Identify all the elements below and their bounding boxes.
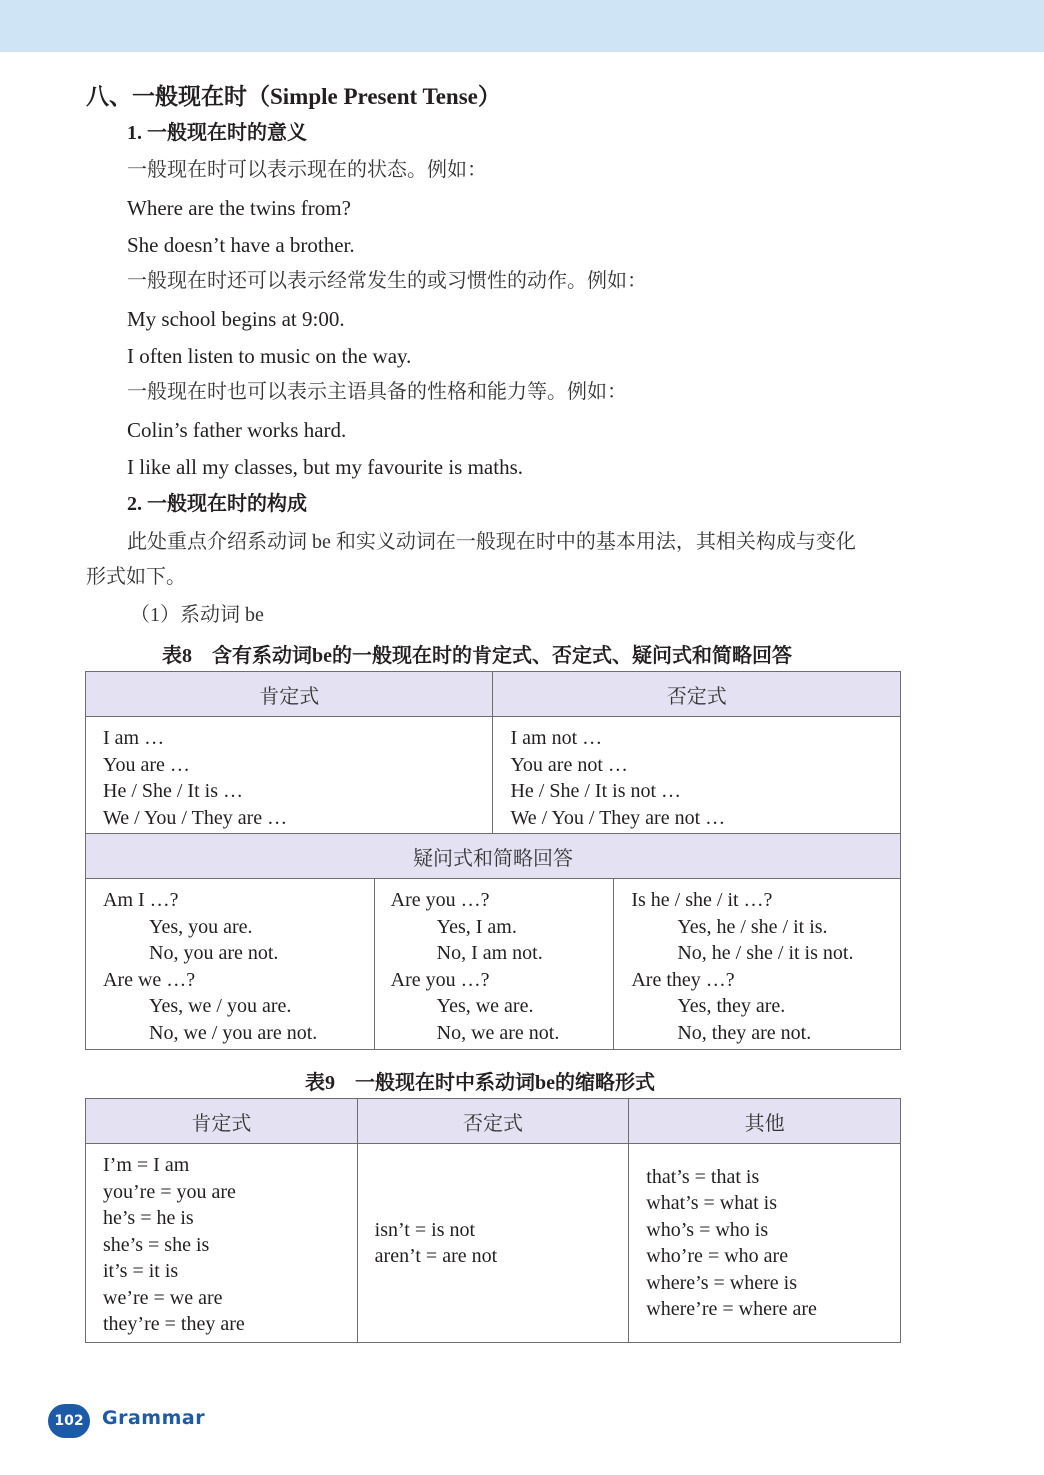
contraction-line: they’re = they are	[103, 1313, 245, 1335]
answer-line: No, he / she / it is not.	[677, 942, 854, 964]
contraction-line: it’s = it is	[103, 1260, 179, 1282]
table8-affirmative-cell	[86, 717, 493, 834]
answer-line: Yes, we / you are.	[149, 995, 292, 1017]
answer-line: No, you are not.	[149, 942, 279, 964]
table9-affirmative-cell	[86, 1144, 358, 1343]
example-sentence: I like all my classes, but my favourite is maths.	[127, 455, 524, 479]
top-header-band	[0, 0, 1044, 52]
question-line: Are you …?	[390, 968, 490, 991]
contraction-line: she’s = she is	[103, 1233, 210, 1256]
example-sentence: Colin’s father works hard.	[127, 418, 347, 442]
question-line: Is he / she / it …?	[631, 889, 773, 911]
table8-row: I am …	[103, 727, 165, 749]
table9-header-negative: 否定式	[357, 1099, 629, 1144]
paragraph-intro: 此处重点介绍系动词 be 和实义动词在一般现在时中的基本用法，其相关构成与变化	[127, 531, 856, 553]
table8-negative-cell	[493, 717, 901, 834]
paragraph-habit: 一般现在时还可以表示经常发生的或习惯性的动作。例如：	[127, 270, 647, 292]
answer-line: Yes, I am.	[436, 915, 517, 938]
table8-question-col3	[614, 879, 901, 1050]
question-line: Are you …?	[390, 889, 490, 911]
contraction-line: what’s = what is	[646, 1192, 778, 1214]
table8-header-affirmative: 肯定式	[86, 672, 493, 717]
answer-line: Yes, we are.	[436, 995, 534, 1017]
paragraph-ability: 一般现在时也可以表示主语具备的性格和能力等。例如：	[127, 381, 627, 403]
answer-line: No, we / you are not.	[149, 1021, 318, 1044]
paragraph-state: 一般现在时可以表示现在的状态。例如：	[127, 159, 487, 181]
paragraph-intro-continued: 形式如下。	[86, 566, 186, 588]
contraction-line: who’s = who is	[646, 1218, 769, 1241]
contraction-line: I’m = I am	[103, 1154, 190, 1176]
answer-line: No, I am not.	[436, 942, 543, 964]
table8-row: You are …	[103, 753, 190, 776]
answer-line: No, we are not.	[436, 1021, 560, 1044]
question-line: Are they …?	[631, 968, 735, 991]
answer-line: No, they are not.	[677, 1021, 812, 1044]
contraction-line: isn’t = is not	[374, 1218, 476, 1241]
table9-negative-cell	[357, 1144, 629, 1343]
page-number-badge: 102	[48, 1404, 90, 1438]
section-heading: 八、一般现在时（Simple Present Tense）	[86, 84, 501, 109]
contraction-line: aren’t = are not	[374, 1245, 498, 1267]
table8-question-col2	[374, 879, 614, 1050]
example-sentence: Where are the twins from?	[127, 196, 351, 220]
example-sentence: I often listen to music on the way.	[127, 344, 412, 368]
contraction-line: he’s = he is	[103, 1207, 194, 1229]
answer-line: Yes, he / she / it is.	[677, 915, 828, 938]
example-sentence: She doesn’t have a brother.	[127, 233, 355, 257]
subheading-structure: 2. 一般现在时的构成	[127, 493, 307, 515]
subheading-meaning: 1. 一般现在时的意义	[127, 122, 307, 144]
answer-line: Yes, you are.	[149, 915, 253, 938]
table9-other-cell	[629, 1144, 901, 1343]
contraction-line: where’s = where is	[646, 1271, 797, 1294]
footer-section-label: Grammar	[102, 1407, 206, 1429]
table8-row: We / You / They are not …	[510, 806, 726, 829]
question-line: Am I …?	[103, 889, 179, 911]
table8-row: He / She / It is …	[103, 780, 243, 802]
contraction-line: we’re = we are	[103, 1286, 223, 1309]
table8-header-negative: 否定式	[493, 672, 901, 717]
table8-row: I am not …	[510, 727, 603, 749]
contraction-line: that’s = that is	[646, 1165, 760, 1188]
table8-caption: 表8 含有系动词be的一般现在时的肯定式、否定式、疑问式和简略回答	[162, 645, 792, 667]
table8-row: You are not …	[510, 753, 628, 776]
contraction-line: who’re = who are	[646, 1245, 789, 1267]
table9-header-other: 其他	[629, 1099, 901, 1144]
table8-row: He / She / It is not …	[510, 780, 682, 802]
table8	[85, 671, 901, 1050]
answer-line: Yes, they are.	[677, 995, 786, 1017]
table9-caption: 表9 一般现在时中系动词be的缩略形式	[305, 1072, 655, 1094]
table9-header-affirmative: 肯定式	[86, 1099, 358, 1144]
table8-row: We / You / They are …	[103, 806, 288, 829]
table9	[85, 1098, 901, 1343]
example-sentence: My school begins at 9:00.	[127, 307, 345, 331]
question-line: Are we …?	[103, 968, 196, 991]
contraction-line: you’re = you are	[103, 1180, 236, 1203]
table8-question-col1	[86, 879, 375, 1050]
table8-header-questions: 疑问式和简略回答	[86, 834, 901, 879]
subheading-linking-verb: （1）系动词 be	[130, 604, 264, 626]
contraction-line: where’re = where are	[646, 1298, 817, 1320]
